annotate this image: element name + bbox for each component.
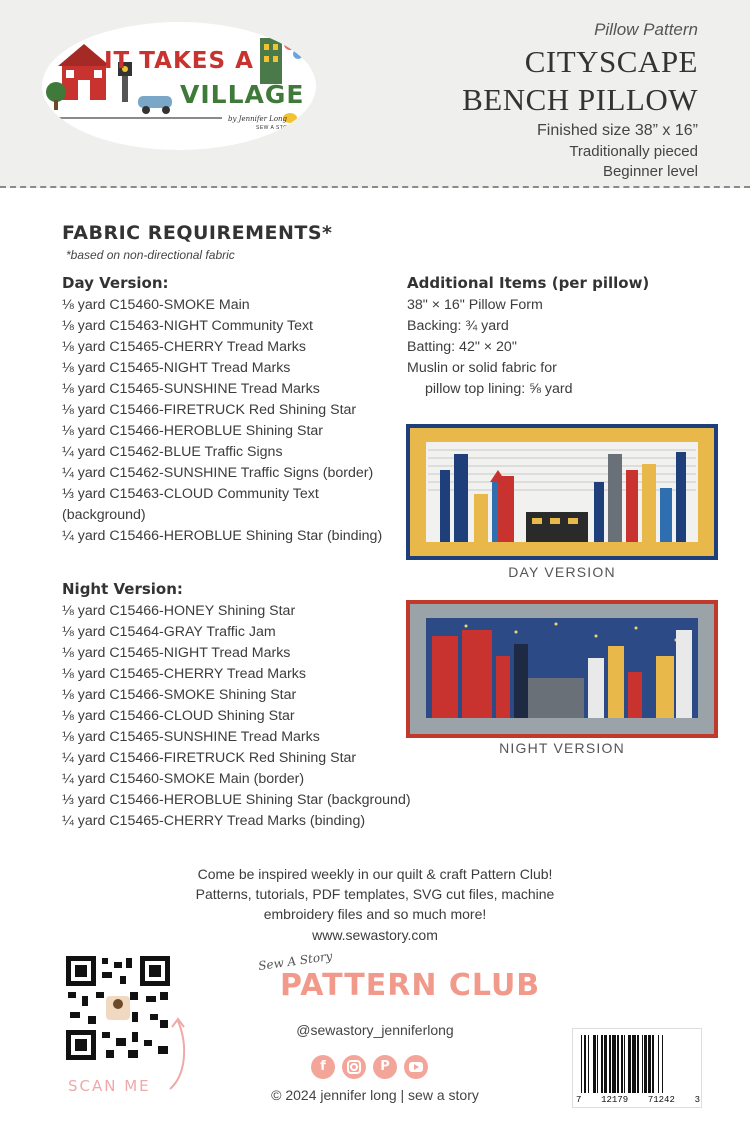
day-quilt-illustration [406,424,718,560]
list-item: ¼ yard C15465-CHERRY Tread Marks (binding) [62,813,366,829]
logo-brand: SEW A STORY [256,125,296,131]
list-item: ⅛ yard C15466-HONEY Shining Star [62,603,296,619]
page-title-line1: CITYSCAPE [524,44,698,79]
qr-code[interactable] [66,956,170,1060]
fabric-note: *based on non-directional fabric [66,248,235,262]
day-version-quilt-image [406,424,718,560]
finished-size: Finished size 38” x 16” [537,122,698,139]
barcode-digit-group: 71242 [647,1095,675,1105]
logo-line1: IT TAKES A [104,48,254,74]
list-item: ¼ yard C15460-SMOKE Main (border) [62,771,305,787]
skill-level: Beginner level [602,163,698,180]
barcode-digit-group: 7 [576,1095,582,1105]
barcode-bar [663,1035,664,1093]
day-version-heading: Day Version: [62,274,169,292]
logo-line2: VILLAGE [180,80,305,109]
barcode-bars [581,1035,695,1093]
night-fabric-list [62,601,411,832]
list-item: ⅛ yard C15465-CHERRY Tread Marks [62,339,306,355]
list-item: ⅛ yard C15460-SMOKE Main [62,297,250,313]
barcode-digit-group: 12179 [601,1095,629,1105]
fabric-requirements-title: FABRIC REQUIREMENTS* [62,222,333,244]
pattern-type: Pillow Pattern [594,20,698,39]
barcode-digit-group: 3 [694,1095,700,1105]
list-item: ⅛ yard C15465-NIGHT Tread Marks [62,360,291,376]
day-version-caption: DAY VERSION [508,564,616,580]
pinterest-icon[interactable]: P [373,1055,397,1079]
list-item: ⅛ yard C15463-NIGHT Community Text [62,318,314,334]
logo-byline: by Jennifer Long [228,115,288,123]
list-item: ⅓ yard C15466-HEROBLUE Shining Star (background) [62,792,411,808]
qr-code-graphic [66,956,170,1060]
list-item: (background) [62,507,146,523]
list-item: ¼ yard C15462-SUNSHINE Traffic Signs (border) [62,465,374,481]
night-quilt-illustration [406,600,718,738]
it-takes-a-village-logo [42,22,316,150]
dashed-divider [0,186,750,188]
list-item: ⅛ yard C15465-NIGHT Tread Marks [62,645,291,661]
list-item: ⅛ yard C15466-SMOKE Shining Star [62,687,297,703]
list-item: ⅛ yard C15465-CHERRY Tread Marks [62,666,306,682]
list-item: Muslin or solid fabric for [407,360,557,376]
list-item: ⅛ yard C15465-SUNSHINE Tread Marks [62,729,320,745]
pattern-club-title: PATTERN CLUB [280,968,541,1003]
list-item: ⅛ yard C15465-SUNSHINE Tread Marks [62,381,320,397]
promo-line: embroidery files and so much more! [263,906,487,922]
day-fabric-list [62,295,382,547]
barcode-digits [573,1095,703,1105]
instagram-icon[interactable] [342,1055,366,1079]
additional-items-heading: Additional Items (per pillow) [407,274,650,292]
night-version-quilt-image [406,600,718,738]
pattern-club-brand: Sew A Story [257,948,334,974]
website-link[interactable]: www.sewastory.com [312,927,438,943]
copyright: © 2024 jennifer long | sew a story [271,1087,479,1103]
night-version-caption: NIGHT VERSION [499,740,625,756]
promo-line: Patterns, tutorials, PDF templates, SVG cut files, machine [195,886,555,902]
social-icons [311,1055,428,1079]
barcode [572,1028,702,1108]
list-item: ⅛ yard C15464-GRAY Traffic Jam [62,624,276,640]
scan-me-label: SCAN ME [68,1077,151,1095]
list-item: Batting: 42" × 20" [407,339,517,355]
list-item: ¼ yard C15466-FIRETRUCK Red Shining Star [62,750,357,766]
page-title-line2: BENCH PILLOW [462,82,698,117]
night-version-heading: Night Version: [62,580,183,598]
youtube-icon[interactable] [404,1055,428,1079]
list-item: 38" × 16" Pillow Form [407,297,543,313]
list-item: ¼ yard C15462-BLUE Traffic Signs [62,444,283,460]
additional-items-list [407,295,572,400]
list-item: ⅛ yard C15466-FIRETRUCK Red Shining Star [62,402,357,418]
list-item: ⅓ yard C15463-CLOUD Community Text [62,486,319,502]
list-item: ⅛ yard C15466-HEROBLUE Shining Star [62,423,324,439]
header [0,0,750,188]
list-item: Backing: ¾ yard [407,318,509,334]
facebook-icon[interactable]: f [311,1055,335,1079]
list-item: ¼ yard C15466-HEROBLUE Shining Star (binding) [62,528,383,544]
list-item: ⅛ yard C15466-CLOUD Shining Star [62,708,295,724]
promo-line: Come be inspired weekly in our quilt & craft Pattern Club! [197,866,553,882]
list-item: pillow top lining: ⅝ yard [425,381,573,397]
social-handle: @sewastory_jenniferlong [296,1022,454,1038]
technique: Traditionally pieced [569,143,698,160]
